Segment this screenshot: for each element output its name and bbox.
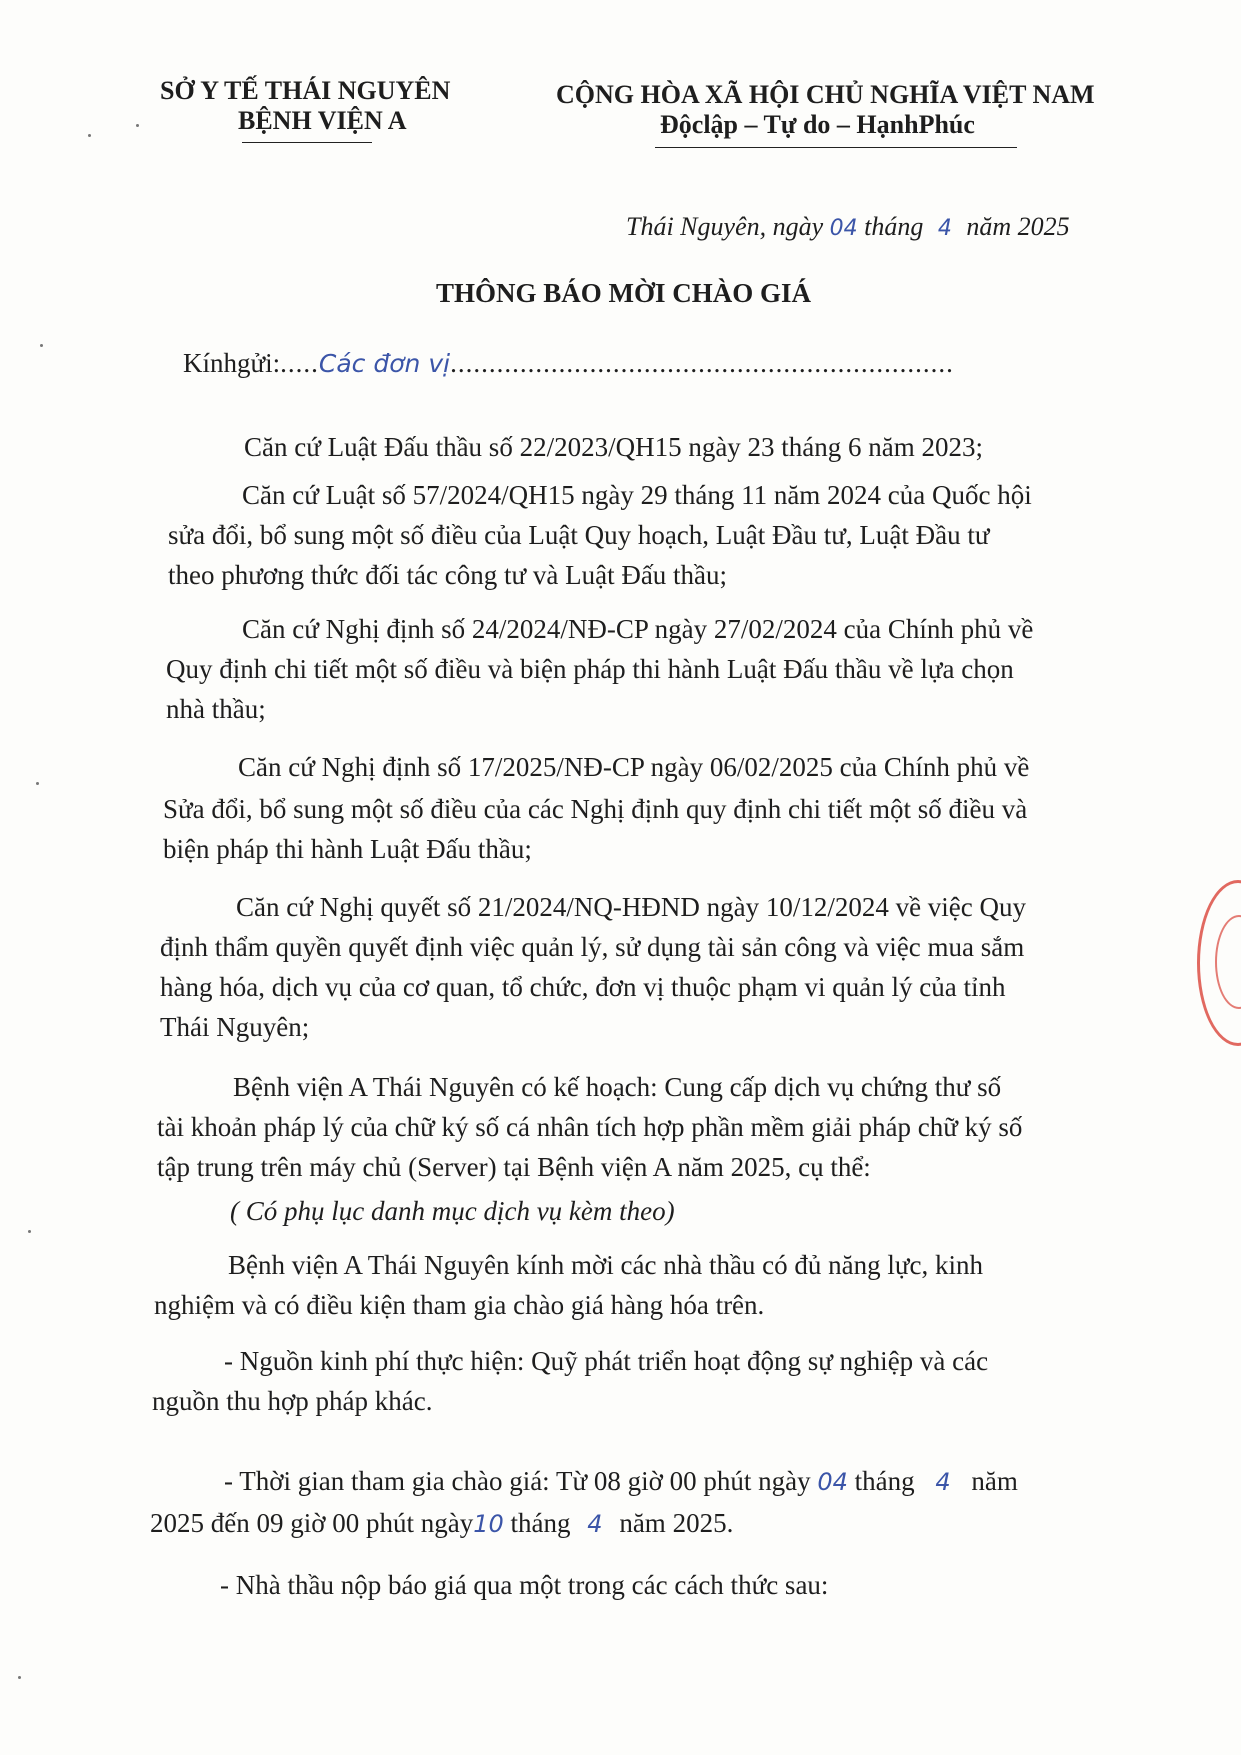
bid-time-text: - Thời gian tham gia chào giá: Từ 08 giờ 00 phút ngày (224, 1466, 811, 1496)
scan-speck (36, 782, 39, 785)
bid-start-day-handwritten: 04 (817, 1468, 848, 1496)
basis-line: Thái Nguyên; (160, 1012, 310, 1042)
bid-time-line (224, 1466, 1018, 1497)
basis-line: định thẩm quyền quyết định việc quản lý, sử dụng tài sản công và việc mua sắm (160, 932, 1025, 962)
hospital-underline (242, 142, 372, 143)
agency-name: SỞ Y TẾ THÁI NGUYÊN (160, 76, 451, 105)
invitation-line: nghiệm và có điều kiện tham gia chào giá hàng hóa trên. (154, 1290, 765, 1320)
scan-speck (136, 124, 139, 127)
national-title: CỘNG HÒA XÃ HỘI CHỦ NGHĨA VIỆT NAM (556, 80, 1095, 109)
document-title: THÔNG BÁO MỜI CHÀO GIÁ (436, 278, 812, 308)
recipient-handwritten: Các đơn vị (318, 349, 451, 378)
bid-end-text: 2025 đến 09 giờ 00 phút ngày (150, 1508, 474, 1538)
date-year: năm 2025 (966, 212, 1070, 241)
bid-start-month-label: tháng (854, 1466, 915, 1496)
basis-line: Căn cứ Nghị quyết số 21/2024/NQ-HĐND ngày 10/12/2024 về việc Quy (236, 892, 1027, 922)
bid-start-month-handwritten: 4 (935, 1468, 951, 1496)
invitation-line: Bệnh viện A Thái Nguyên kính mời các nhà thầu có đủ năng lực, kinh (228, 1250, 984, 1280)
funding-line: nguồn thu hợp pháp khác. (152, 1386, 433, 1416)
bid-start-year-label: năm (971, 1466, 1018, 1496)
plan-line: tập trung trên máy chủ (Server) tại Bệnh viện A năm 2025, cụ thể: (157, 1152, 871, 1182)
submission-line: - Nhà thầu nộp báo giá qua một trong các cách thức sau: (220, 1570, 829, 1600)
hospital-name: BỆNH VIỆN A (238, 106, 407, 135)
basis-line: Căn cứ Luật số 57/2024/QH15 ngày 29 tháng 11 năm 2024 của Quốc hội (242, 480, 1032, 510)
date-prefix: Thái Nguyên, ngày (626, 212, 824, 241)
date-month-label: tháng (864, 212, 924, 241)
recipient-label: Kínhgửi: (183, 348, 281, 378)
plan-line: tài khoản pháp lý của chữ ký số cá nhân tích hợp phần mềm giải pháp chữ ký số (157, 1112, 1023, 1142)
bid-end-month-label: tháng (510, 1508, 571, 1538)
basis-line: biện pháp thi hành Luật Đấu thầu; (163, 834, 532, 864)
bid-end-month-handwritten: 4 (587, 1510, 603, 1538)
scan-speck (18, 1676, 21, 1679)
basis-line: Sửa đổi, bổ sung một số điều của các Nghị định quy định chi tiết một số điều và (163, 794, 1028, 824)
basis-line: Căn cứ Nghị định số 17/2025/NĐ-CP ngày 06/02/2025 của Chính phủ về (238, 752, 1030, 782)
recipient-dots-after: ................................................................. (450, 348, 954, 378)
basis-line: Quy định chi tiết một số điều và biện pháp thi hành Luật Đấu thầu về lựa chọn (166, 654, 1014, 684)
funding-line: - Nguồn kinh phí thực hiện: Quỹ phát triển hoạt động sự nghiệp và các (224, 1346, 989, 1376)
scan-speck (28, 1230, 31, 1233)
basis-line: Căn cứ Nghị định số 24/2024/NĐ-CP ngày 27/02/2024 của Chính phủ về (242, 614, 1034, 644)
basis-line: hàng hóa, dịch vụ của cơ quan, tổ chức, đơn vị thuộc phạm vi quản lý của tỉnh (160, 972, 1006, 1002)
basis-line: Căn cứ Luật Đấu thầu số 22/2023/QH15 ngày 23 tháng 6 năm 2023; (244, 432, 984, 462)
appendix-note: ( Có phụ lục danh mục dịch vụ kèm theo) (230, 1196, 675, 1226)
recipient-line (183, 348, 954, 379)
motto-underline (655, 147, 1017, 148)
recipient-dots-before: ..... (280, 348, 319, 378)
date-month-handwritten: 4 (937, 216, 952, 241)
bid-end-year: năm 2025. (619, 1508, 734, 1538)
basis-line: sửa đổi, bổ sung một số điều của Luật Quy hoạch, Luật Đầu tư, Luật Đầu tư (168, 520, 990, 550)
date-line (626, 212, 1070, 242)
basis-line: nhà thầu; (166, 694, 266, 724)
scan-speck (40, 344, 43, 347)
national-motto: Độclập – Tự do – HạnhPhúc (660, 110, 975, 139)
bid-end-day-handwritten: 10 (473, 1510, 504, 1538)
date-day-handwritten: 04 (829, 216, 858, 241)
plan-line: Bệnh viện A Thái Nguyên có kế hoạch: Cung cấp dịch vụ chứng thư số (233, 1072, 1002, 1102)
basis-line: theo phương thức đối tác công tư và Luật Đấu thầu; (168, 560, 728, 590)
bid-time-line (150, 1508, 733, 1539)
scan-speck (88, 134, 91, 137)
